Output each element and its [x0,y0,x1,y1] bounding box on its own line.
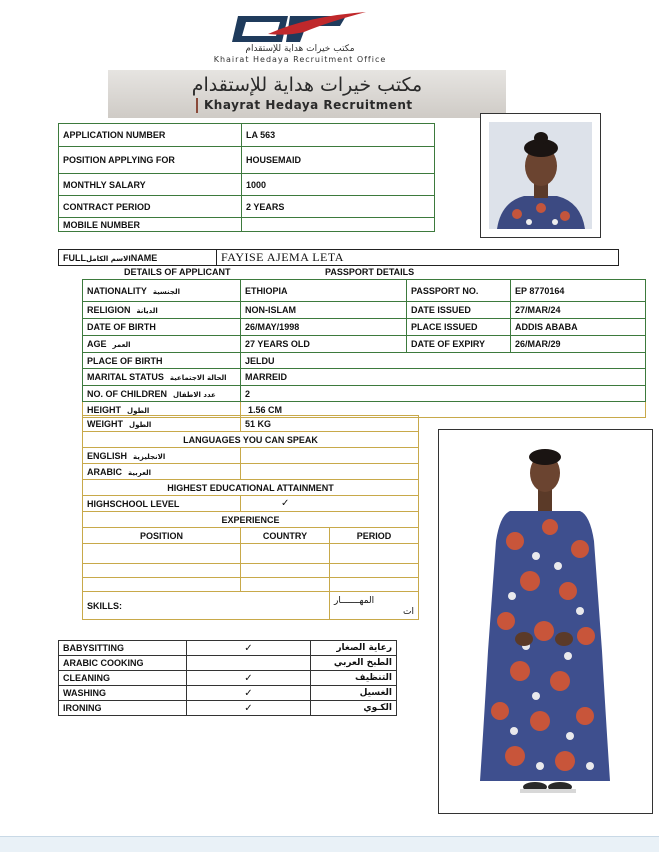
marital-label-arabic: الحالة الاجتماعية [169,374,227,382]
age-value: 27 YEARS OLD [241,336,407,353]
skills-arabic-line2: ات [403,606,415,617]
place-issued-label: PLACE ISSUED [407,319,511,336]
fullname-label [59,250,217,266]
experience-heading: EXPERIENCE [83,512,419,528]
english-label-arabic: الانجليزية [133,452,166,461]
full-body-photo-frame [438,429,653,814]
education-heading: HIGHEST EDUCATIONAL ATTAINMENT [83,480,419,496]
skill-ironing-label: IRONING [59,701,187,716]
table-row [59,196,435,218]
table-row [59,174,435,196]
company-logo [228,10,368,48]
height-label-arabic: الطول [127,406,150,415]
application-number-value: LA 563 [242,124,435,147]
fullname-label-arabic: الاسم الكامل [86,254,131,263]
banner-english-title: Khayrat Hedaya Recruitment [196,98,496,113]
table-row [59,656,397,671]
skill-babysitting-arabic: رعاية الصغار [311,641,397,656]
passport-no-value: EP 8770164 [511,280,646,302]
table-row [83,464,419,480]
table-row [59,218,435,232]
skill-babysitting-check-icon: ✓ [187,641,311,656]
table-row [83,544,419,564]
table-row [83,302,646,319]
skills-label-arabic [330,592,419,620]
table-row [83,319,646,336]
children-label: NO. OF CHILDREN [87,388,167,399]
religion-label: RELIGION [87,305,131,315]
table-row [83,578,419,592]
skill-cleaning-label: CLEANING [59,671,187,686]
table-row [83,496,419,512]
religion-value: NON-ISLAM [241,302,407,319]
weight-label-arabic: الطول [129,420,152,429]
position-label: POSITION APPLYING FOR [59,147,242,174]
fullname-label-suffix: NAME [130,252,158,263]
age-label-arabic: العمر [112,341,131,349]
skill-checklist-table [58,640,397,716]
date-of-expiry-label: DATE OF EXPIRY [407,336,511,353]
arabic-label-arabic: العربية [128,468,152,477]
skill-cleaning-check-icon: ✓ [187,671,311,686]
table-row [59,686,397,701]
skill-ironing-check-icon: ✓ [187,701,311,716]
height-value: 1.56 CM [241,402,646,418]
table-row [83,386,646,402]
fullname-value: FAYISE AJEMA LETA [217,250,619,266]
languages-heading: LANGUAGES YOU CAN SPEAK [83,432,419,448]
logo-english-text: Khairat Hedaya Recruitment Office [213,55,387,64]
english-label: ENGLISH [87,450,128,461]
table-row [83,336,646,353]
height-label: HEIGHT [87,404,122,415]
table-row [83,448,419,464]
applicant-portrait-photo [489,122,592,229]
experience-country-header: COUNTRY [241,528,330,544]
marital-value: MARREID [241,369,646,386]
weight-label: WEIGHT [87,418,123,429]
table-row [83,416,419,432]
table-row [83,369,646,386]
lower-form-table [82,415,419,620]
highschool-check-icon: ✓ [241,496,419,512]
experience-header-row [83,528,419,544]
application-number-label: APPLICATION NUMBER [59,124,242,147]
nationality-label: NATIONALITY [87,285,147,296]
age-label: AGE [87,339,107,349]
logo-arabic-text: مكتب خيرات هداية للإستقدام [245,44,355,54]
contract-label: CONTRACT PERIOD [59,196,242,218]
table-row [59,671,397,686]
pob-value: JELDU [241,353,646,369]
skill-washing-label: WASHING [59,686,187,701]
position-value: HOUSEMAID [242,147,435,174]
skills-row [83,592,419,620]
fullname-table [58,249,619,266]
date-issued-label: DATE ISSUED [407,302,511,319]
details-of-applicant-heading: DETAILS OF APPLICANT [124,267,231,277]
date-issued-value: 27/MAR/24 [511,302,646,319]
passport-no-label: PASSPORT NO. [407,280,511,302]
mobile-label: MOBILE NUMBER [59,218,242,232]
salary-value: 1000 [242,174,435,196]
table-row [59,124,435,147]
skill-arabic-cooking-label: ARABIC COOKING [59,656,187,671]
nationality-value: ETHIOPIA [241,280,407,302]
marital-label: MARITAL STATUS [87,372,164,382]
skill-washing-arabic: الغسيل [311,686,397,701]
table-row [59,701,397,716]
contract-value: 2 YEARS [242,196,435,218]
banner-arabic-title: مكتب خيرات هداية للإستقدام [191,74,423,96]
details-table [82,279,646,418]
passport-details-heading: PASSPORT DETAILS [325,267,415,277]
company-banner [108,70,506,118]
skill-cleaning-arabic: التنظيف [311,671,397,686]
skill-babysitting-label: BABYSITTING [59,641,187,656]
place-issued-value: ADDIS ABABA [511,319,646,336]
application-table [58,123,435,232]
skills-arabic-line1: المهـــــــار [334,595,375,606]
skill-arabic-cooking-arabic: الطبخ العربي [311,656,397,671]
experience-period-header: PERIOD [330,528,419,544]
salary-label: MONTHLY SALARY [59,174,242,196]
highschool-label: HIGHSCHOOL LEVEL [83,496,241,512]
skill-washing-check-icon: ✓ [187,686,311,701]
pob-label: PLACE OF BIRTH [83,353,241,369]
skill-ironing-arabic: الكـوي [311,701,397,716]
skill-arabic-cooking-check-icon [187,656,311,671]
bottom-scroll-strip [0,836,659,852]
applicant-full-body-photo [440,431,651,812]
fullname-label-prefix: FULL [63,252,86,263]
table-row [83,353,646,369]
date-of-expiry-value: 26/MAR/29 [511,336,646,353]
table-row [59,147,435,174]
children-value: 2 [241,386,646,402]
weight-value: 51 KG [241,416,419,432]
arabic-label: ARABIC [87,466,122,477]
dob-label: DATE OF BIRTH [83,319,241,336]
nationality-label-arabic: الجنسية [152,287,180,296]
experience-position-header: POSITION [83,528,241,544]
children-label-arabic: عدد الاطفال [173,390,216,399]
table-row [59,641,397,656]
skills-label: SKILLS: [83,592,330,620]
mobile-value [242,218,435,232]
english-value [241,448,419,464]
arabic-value [241,464,419,480]
table-row [83,280,646,302]
passport-photo-frame [480,113,601,238]
dob-value: 26/MAY/1998 [241,319,407,336]
table-row [83,564,419,578]
religion-label-arabic: الديانة [136,307,158,315]
